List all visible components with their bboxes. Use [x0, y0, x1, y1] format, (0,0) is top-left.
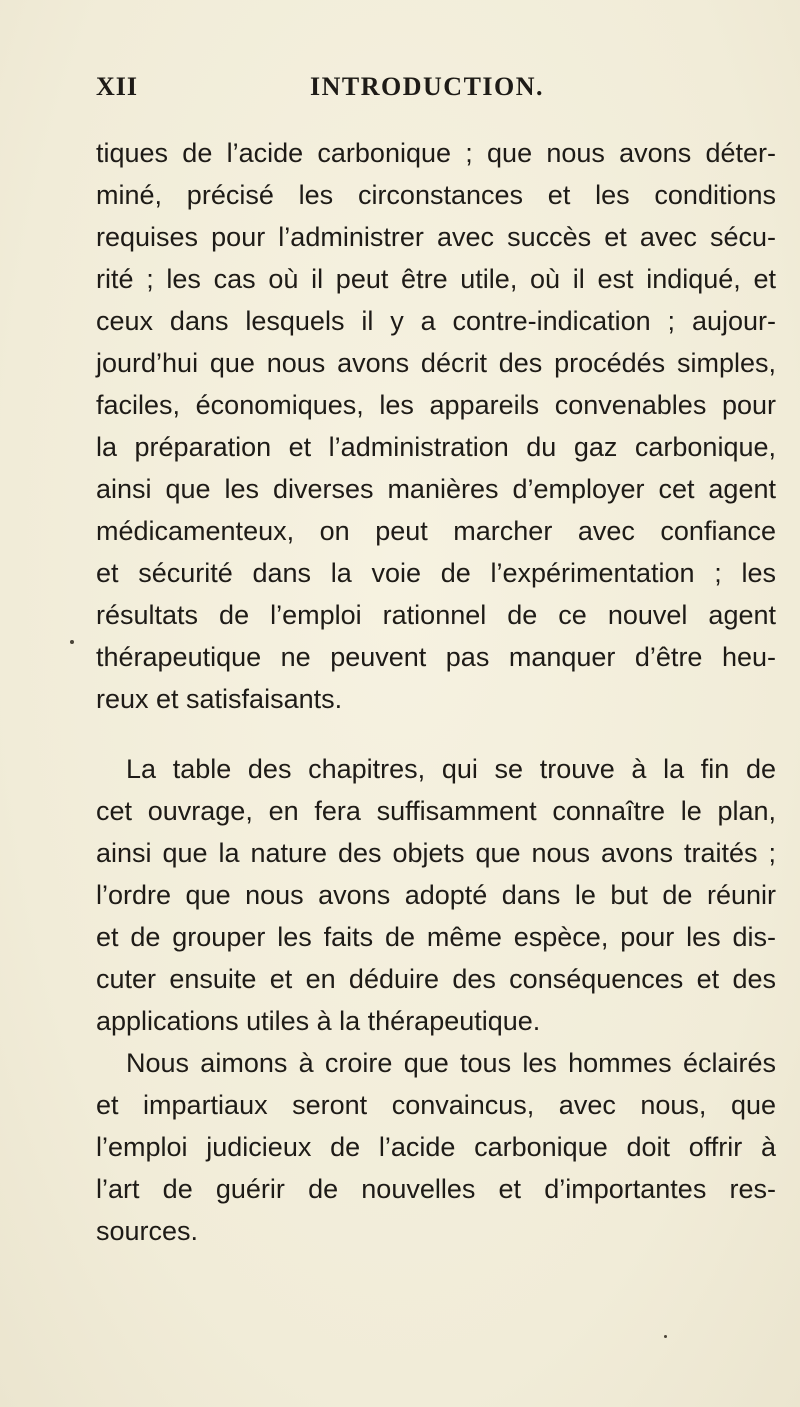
- text-line: l’emploi judicieux de l’acide carbonique doit offrir à: [96, 1132, 776, 1162]
- text-line: ainsi que la nature des objets que nous avons traités ;: [96, 838, 776, 868]
- running-head: [96, 72, 776, 112]
- running-title: INTRODUCTION.: [310, 72, 545, 101]
- paragraph-3: [96, 1042, 776, 1252]
- text-line: Nous aimons à croire que tous les hommes éclairés: [126, 1048, 776, 1078]
- text-line: ceux dans lesquels il y a contre-indication ; aujour-: [96, 306, 776, 336]
- text-line: et de grouper les faits de même espèce, pour les dis-: [96, 922, 776, 952]
- text-line: cet ouvrage, en fera suffisamment connaître le plan,: [96, 796, 776, 826]
- text-line: jourd’hui que nous avons décrit des procédés simples,: [96, 348, 776, 378]
- text-line: reux et satisfaisants.: [96, 684, 343, 714]
- text-line: résultats de l’emploi rationnel de ce nouvel agent: [96, 600, 776, 630]
- page-number: XII: [96, 72, 139, 101]
- text-line: tiques de l’acide carbonique ; que nous avons déter-: [96, 138, 776, 168]
- ink-speck: [70, 640, 74, 644]
- text-line: et impartiaux seront convaincus, avec nous, que: [96, 1090, 776, 1120]
- paragraph-2: [96, 748, 776, 1042]
- text-line: applications utiles à la thérapeutique.: [96, 1006, 541, 1036]
- text-line: l’art de guérir de nouvelles et d’importantes res-: [96, 1174, 776, 1204]
- paragraph-1: [96, 132, 776, 720]
- ink-speck: [664, 1335, 667, 1338]
- text-line: et sécurité dans la voie de l’expérimentation ; les: [96, 558, 776, 588]
- text-line: thérapeutique ne peuvent pas manquer d’être heu-: [96, 642, 776, 672]
- text-line: sources.: [96, 1216, 199, 1246]
- paragraph-gap: [96, 720, 776, 748]
- text-line: la préparation et l’administration du gaz carbonique,: [96, 432, 776, 462]
- text-line: rité ; les cas où il peut être utile, où il est indiqué, et: [96, 264, 776, 294]
- text-line: miné, précisé les circonstances et les conditions: [96, 180, 776, 210]
- text-line: cuter ensuite et en déduire des conséquences et des: [96, 964, 776, 994]
- text-line: faciles, économiques, les appareils convenables pour: [96, 390, 776, 420]
- text-line: médicamenteux, on peut marcher avec confiance: [96, 516, 776, 546]
- text-line: La table des chapitres, qui se trouve à la fin de: [126, 754, 776, 784]
- body-text: [96, 132, 776, 1252]
- text-line: ainsi que les diverses manières d’employer cet agent: [96, 474, 776, 504]
- text-line: requises pour l’administrer avec succès et avec sécu-: [96, 222, 776, 252]
- text-line: l’ordre que nous avons adopté dans le but de réunir: [96, 880, 776, 910]
